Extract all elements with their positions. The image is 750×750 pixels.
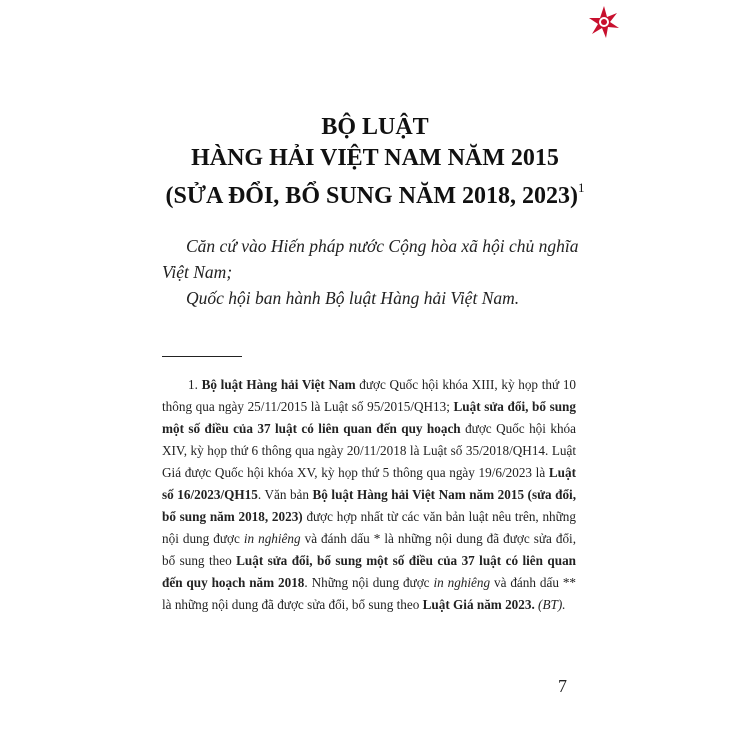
- preamble-basis: Căn cứ vào Hiến pháp nước Cộng hòa xã hội chủ nghĩa Việt Nam;: [162, 236, 579, 282]
- preamble-enactment: Quốc hội ban hành Bộ luật Hàng hải Việt Nam.: [186, 288, 520, 308]
- footnote-text: . Những nội dung được: [304, 575, 434, 590]
- footnote-bold-text: Luật sửa đổi, bổ sung một số điều của 37 luật có liên quan đến quy hoạch: [162, 399, 576, 436]
- footnote-italic-text: in nghiêng: [433, 575, 491, 590]
- footnote-text: . Văn bản: [257, 487, 313, 502]
- footnote-bold-text: Luật số 16/2023/QH15: [162, 465, 576, 502]
- footnote-separator: [162, 356, 242, 357]
- footnote-text: được hợp nhất từ các văn bản luật nêu trên, những nội dung được: [162, 509, 576, 546]
- footnote-bold-text: Bộ luật Hàng hải Việt Nam năm 2015 (sửa đổi, bổ sung năm 2018, 2023): [162, 487, 577, 524]
- footnote-italic-text: (BT).: [538, 597, 566, 612]
- title-line-3: [0, 174, 750, 212]
- preamble: [162, 233, 592, 311]
- footnote-bold-text: Bộ luật Hàng hải Việt Nam: [201, 377, 356, 392]
- page-number: 7: [558, 676, 567, 696]
- footnote-text: được Quốc hội khóa XIV, kỳ họp thứ 6 thông qua ngày 20/11/2018 là Luật số 35/2018/QH14. Luật Giá được Quốc hội khóa XV, kỳ họp thứ 5 thông qua ngày 19/6/2023 là: [162, 421, 577, 480]
- title-line-1: BỘ LUẬT: [321, 114, 429, 140]
- title-line-3-text: (SỬA ĐỔI, BỔ SUNG NĂM 2018, 2023): [165, 183, 578, 209]
- footnote-text: và đánh dấu ** là những nội dung đã được sửa đổi, bổ sung theo: [162, 575, 577, 612]
- footnote-marker[interactable]: 1: [577, 180, 585, 195]
- star-emblem-icon: [586, 4, 622, 40]
- footnote-italic-text: in nghiêng: [243, 531, 301, 546]
- footnote-text: và đánh dấu * là những nội dung đã được sửa đổi, bổ sung theo: [162, 531, 577, 568]
- footnote-bold-text: Luật sửa đổi, bổ sung một số điều của 37 luật có liên quan đến quy hoạch năm 2018: [162, 553, 577, 590]
- footnote-number: 1.: [188, 377, 198, 392]
- publisher-logo: [586, 4, 622, 40]
- footnote-text: được Quốc hội khóa XIII, kỳ họp thứ 10 thông qua ngày 25/11/2015 là Luật số 95/2015/QH13;: [162, 377, 576, 414]
- footnote-1: [162, 374, 576, 616]
- title-line-2: HÀNG HẢI VIỆT NAM NĂM 2015: [191, 145, 559, 171]
- document-title: [0, 112, 750, 212]
- footnote-bold-text: Luật Giá năm 2023.: [422, 597, 535, 612]
